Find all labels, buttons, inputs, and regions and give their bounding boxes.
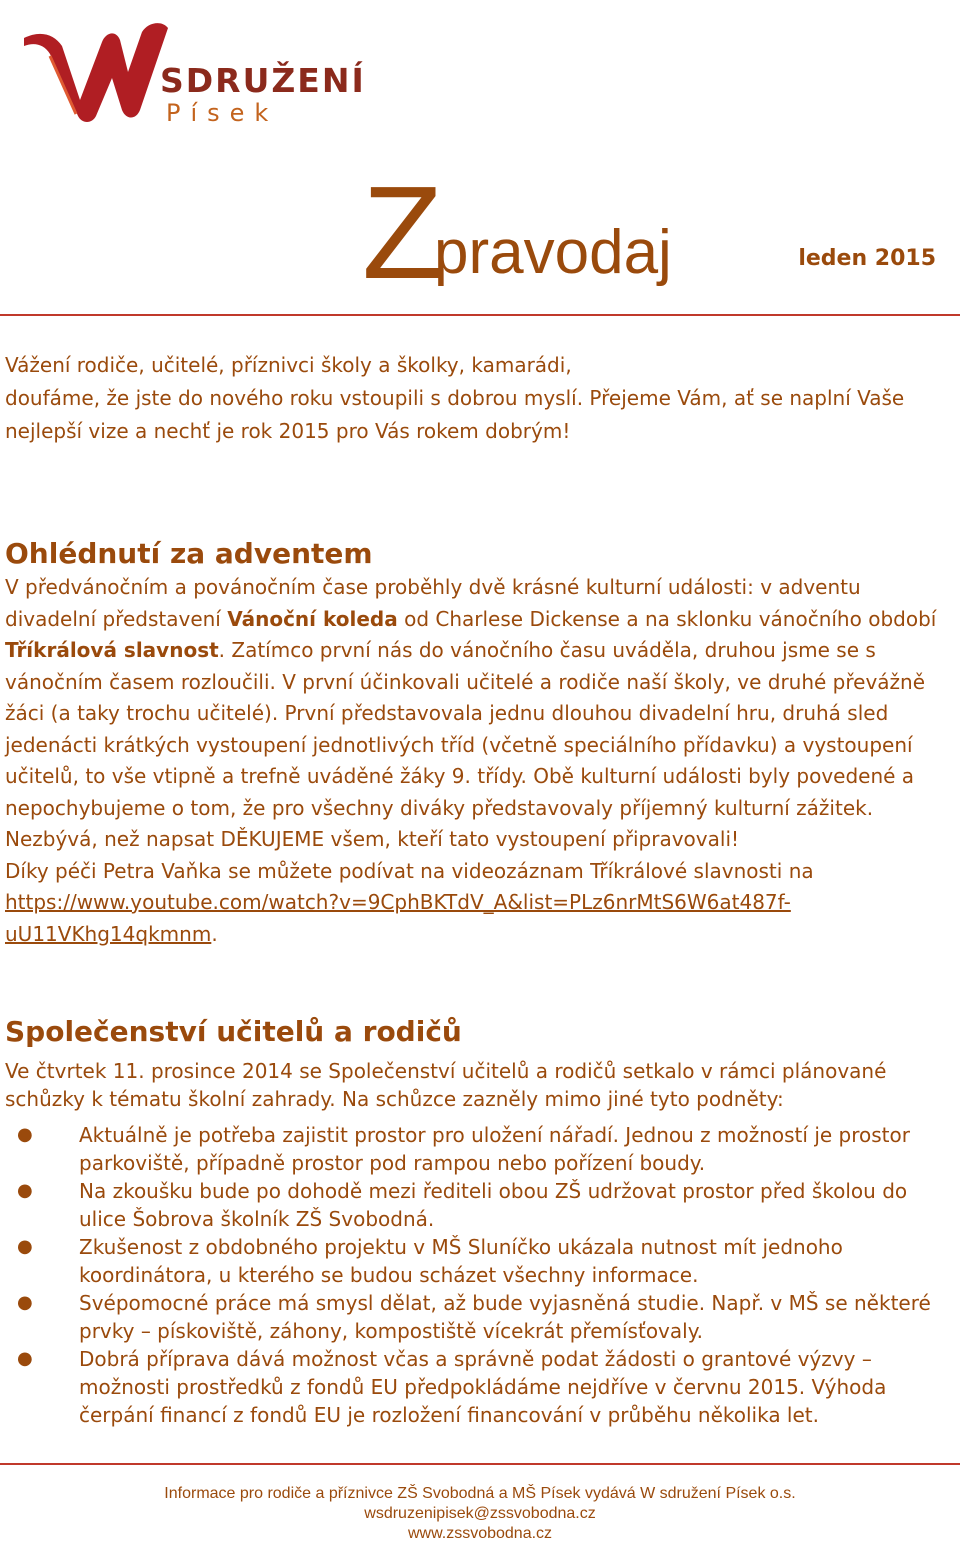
intro — [5, 349, 955, 448]
footer-email[interactable]: wsdruzenipisek@zssvobodna.cz — [364, 1505, 596, 1522]
advent-paragraph: V předvánočním a povánočním čase proběhly dvě krásné kulturní události: v adventu divadelní představení Vánoční koleda od Charlese Dickense a na sklonku vánočního období Tříkrálová slavnost. Zatímco první nás do vánočního času uváděla, druhou jsme se s vánočním časem rozloučili. V první účinkovali učitelé a rodiče naší školy, ve druhé převážně žáci (a taky trochu učitelé). První představovala jednu dlouhou divadelní hru, druhá sled jedenácti krátkých vystoupení jednotlivých tříd (včetně speciálního přídavku) a vystoupení učitelů, to vše vtipně a trefně uváděné žáky 9. třídy. Obě kulturní události byly povedené a nepochybujeme o tom, že pro všechny diváky představovaly příjemný kulturní zážitek. — [5, 575, 937, 820]
list-item: ● Svépomocné práce má smysl dělat, až bude vyjasněná studie. Např. v MŠ se některé prvky – pískoviště, záhony, kompostiště vícekrát přemísťovaly. — [17, 1291, 931, 1343]
section-heading: Společenství učitelů a rodičů — [5, 1015, 462, 1048]
list-item: ● Dobrá příprava dává možnost včas a správně podat žádosti o grantové výzvy – možnosti prostředků z fondů EU předpokládáme nejdříve v červnu 2015. Výhoda čerpání financí z fondů EU je rozložení financování v průběhu několika let. — [17, 1347, 887, 1427]
play-title: Vánoční koleda — [227, 606, 398, 631]
bullet-icon: ● — [17, 1180, 33, 1201]
issue-date: leden 2015 — [798, 246, 936, 271]
section-community — [5, 1015, 955, 1429]
thanks-paragraph: Nezbývá, než napsat DĚKUJEME všem, kteří tato vystoupení připravovali! — [5, 827, 740, 851]
footer — [0, 1484, 960, 1544]
suggestion-list — [5, 1121, 955, 1429]
video-link[interactable]: https://www.youtube.com/watch?v=9CphBKTdV_A&list=PLz6nrMtS6W6at487f- uU11VKhg14qkmnm — [5, 890, 791, 946]
logo-city: Písek — [166, 99, 279, 127]
logo-word: SDRUŽENÍ — [160, 61, 366, 100]
masthead-rest: pravodaj — [434, 218, 672, 287]
footer-website[interactable]: www.zssvobodna.cz — [407, 1525, 553, 1542]
bullet-icon: ● — [17, 1348, 33, 1369]
footer-publisher: Informace pro rodiče a příznivce ZŠ Svobodná a MŠ Písek vydává W sdružení Písek o.s. — [164, 1485, 796, 1502]
list-item: ● Aktuálně je potřeba zajistit prostor pro uložení nářadí. Jednou z možností je prostor parkoviště, případně prostor pod rampou nebo pořízení boudy. — [17, 1123, 910, 1175]
event-title: Tříkrálová slavnost — [5, 638, 219, 662]
logo — [10, 12, 366, 127]
meeting-paragraph: Ve čtvrtek 11. prosince 2014 se Společenství učitelů a rodičů setkalo v rámci plánované schůzky k tématu školní zahrady. Na schůzce zazněly mimo jiné tyto podněty: — [5, 1059, 887, 1111]
masthead-initial: Z — [362, 159, 439, 306]
w-logo-icon — [10, 12, 170, 127]
intro-greeting: Vážení rodiče, učitelé, příznivci školy a školky, kamarádi, — [5, 353, 572, 377]
list-item: ● Zkušenost z obdobného projektu v MŠ Sluníčko ukázala nutnost mít jednoho koordinátora, u kterého se budou scházet všechny informace. — [17, 1235, 843, 1287]
section-advent — [5, 537, 955, 950]
footer-divider — [0, 1463, 960, 1465]
video-paragraph: Díky péči Petra Vaňka se můžete podívat na videozáznam Tříkrálové slavnosti na — [5, 858, 814, 883]
bullet-icon: ● — [17, 1236, 33, 1257]
header-divider — [0, 314, 960, 316]
video-link-paragraph: https://www.youtube.com/watch?v=9CphBKTdV_A&list=PLz6nrMtS6W6at487f- uU11VKhg14qkmnm. — [5, 890, 791, 946]
intro-wishes: doufáme, že jste do nového roku vstoupili s dobrou myslí. Přejeme Vám, ať se naplní Vaše nejlepší vize a nechť je rok 2015 pro Vás rokem dobrým! — [5, 386, 905, 443]
logo-text — [160, 62, 366, 126]
list-item: ● Na zkoušku bude po dohodě mezi řediteli obou ZŠ udržovat prostor před školou do ulice Šobrova školník ZŠ Svobodná. — [17, 1179, 908, 1231]
section-heading: Ohlédnutí za adventem — [5, 537, 373, 570]
bullet-icon: ● — [17, 1124, 33, 1145]
bullet-icon: ● — [17, 1292, 33, 1313]
